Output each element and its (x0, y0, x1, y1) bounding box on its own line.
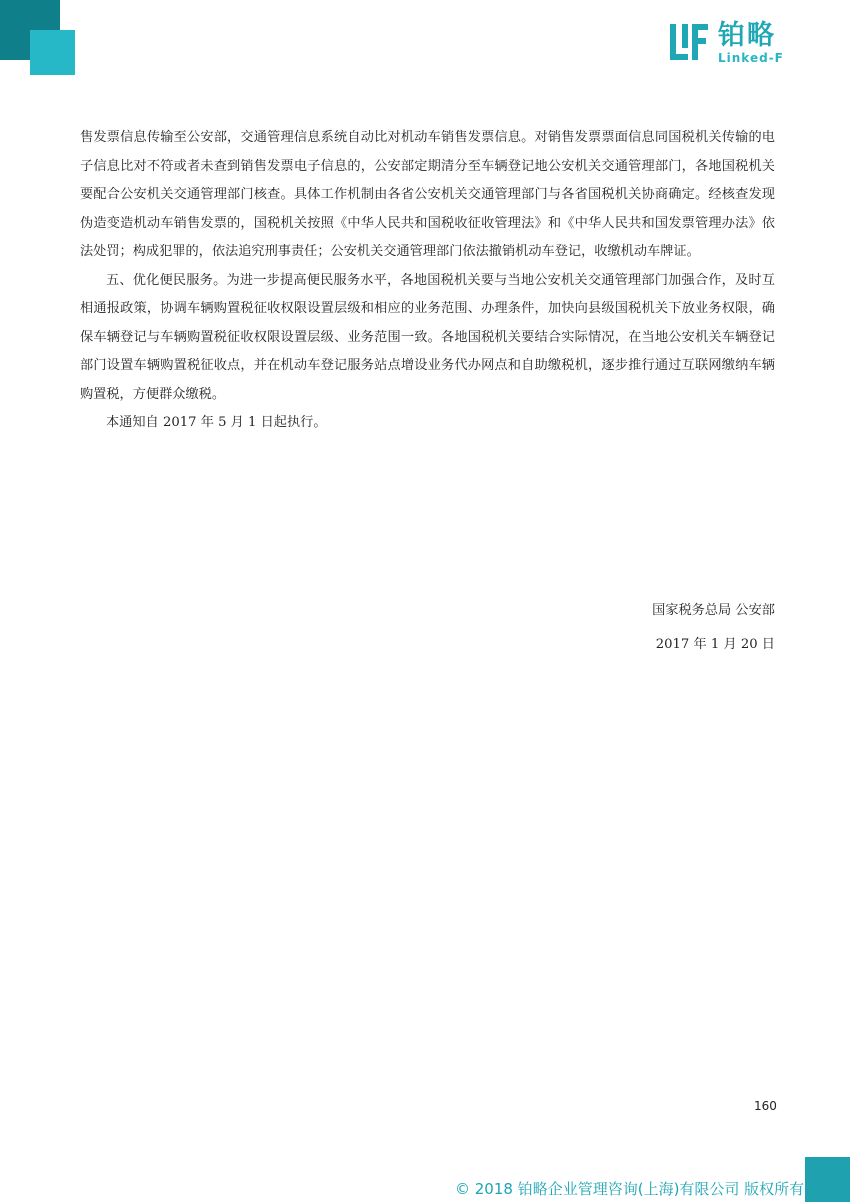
corner-decoration-bottom-right (805, 1157, 850, 1202)
issue-date: 2017 年 1 月 20 日 (655, 637, 775, 652)
copyright-notice: © 2018 铂略企业管理咨询(上海)有限公司 版权所有 (455, 1180, 805, 1198)
page-number: 160 (754, 1099, 777, 1113)
signature-block (652, 594, 775, 662)
paragraph-continuation: 售发票信息传输至公安部，交通管理信息系统自动比对机动车销售发票信息。对销售发票票面信息同国税机关传输的电子信息比对不符或者未查到销售发票电子信息的，公安部定期清分至车辆登记地公安机关交通管理部门，各地国税机关要配合公安机关交通管理部门核查。具体工作机制由各省公安机关交通管理部门与各省国税机关协商确定。经核查发现伪造变造机动车销售发票的，国税机关按照《中华人民共和国税收征收管理法》和《中华人民共和国发票管理办法》依法处罚；构成犯罪的，依法追究刑事责任；公安机关交通管理部门依法撤销机动车登记，收缴机动车牌证。 (80, 130, 775, 259)
company-logo (668, 20, 798, 66)
logo-mark-icon (668, 20, 712, 64)
document-body (80, 124, 775, 438)
corner-decoration-light (30, 30, 75, 75)
paragraph-section-five: 五、优化便民服务。为进一步提高便民服务水平，各地国税机关要与当地公安机关交通管理部门加强合作，及时互相通报政策，协调车辆购置税征收权限设置层级和相应的业务范围、办理条件，加快向县级国税机关下放业务权限，确保车辆登记与车辆购置税征收权限设置层级、业务范围一致。各地国税机关要结合实际情况，在当地公安机关车辆登记部门设置车辆购置税征收点，并在机动车登记服务站点增设业务代办网点和自助缴税机，逐步推行通过互联网缴纳车辆购置税，方便群众缴税。 (80, 272, 775, 402)
paragraph-effective-date: 本通知自 2017 年 5 月 1 日起执行。 (106, 415, 327, 430)
issuer: 国家税务总局 公安部 (652, 603, 775, 618)
logo-chinese-text: 铂略 (718, 20, 776, 51)
logo-english-text: Linked-F (718, 51, 784, 65)
